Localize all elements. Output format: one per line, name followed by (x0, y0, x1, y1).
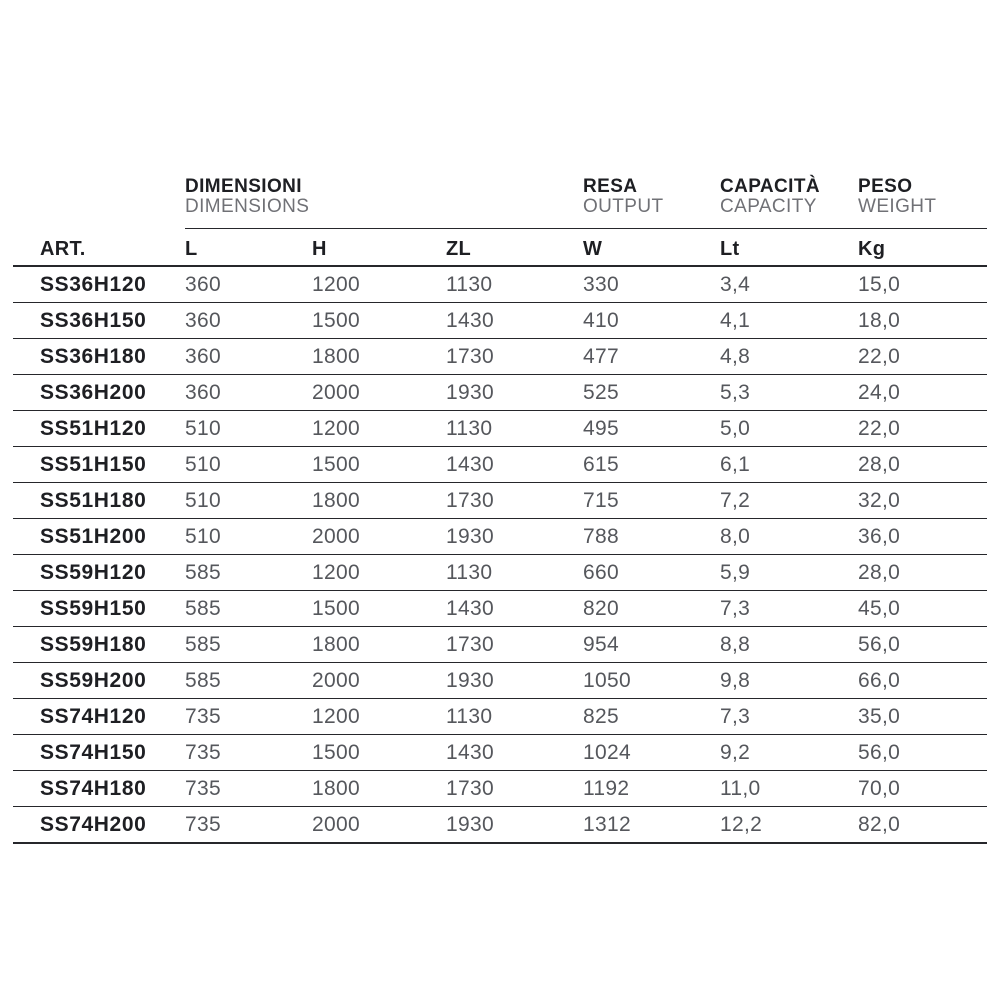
kg-value-cell: 56,0 (858, 735, 987, 771)
art-code-cell: SS51H180 (13, 483, 185, 519)
group-label-output: OUTPUT (583, 195, 664, 217)
table-row (13, 555, 987, 591)
lt-value-cell: 11,0 (720, 771, 858, 807)
l-value-cell: 510 (185, 447, 312, 483)
column-header-art: ART. (13, 229, 185, 267)
art-code-cell: SS74H120 (13, 699, 185, 735)
l-value-cell: 735 (185, 807, 312, 844)
art-code-cell: SS59H200 (13, 663, 185, 699)
w-value-cell: 525 (583, 375, 720, 411)
art-code-cell: SS36H120 (13, 266, 185, 303)
kg-value-cell: 35,0 (858, 699, 987, 735)
h-value-cell: 2000 (312, 807, 446, 844)
l-value-cell: 585 (185, 555, 312, 591)
h-value-cell: 1200 (312, 699, 446, 735)
art-code-cell: SS51H150 (13, 447, 185, 483)
w-value-cell: 1192 (583, 771, 720, 807)
table-row (13, 771, 987, 807)
l-value-cell: 360 (185, 375, 312, 411)
l-value-cell: 510 (185, 483, 312, 519)
h-value-cell: 1200 (312, 411, 446, 447)
h-value-cell: 2000 (312, 663, 446, 699)
w-value-cell: 1050 (583, 663, 720, 699)
table-row (13, 339, 987, 375)
column-header-row (13, 229, 987, 267)
group-header-output (583, 175, 720, 229)
table-row (13, 266, 987, 303)
table-row (13, 411, 987, 447)
group-label-dimensioni: DIMENSIONI (185, 176, 302, 197)
kg-value-cell: 28,0 (858, 555, 987, 591)
group-label-resa: RESA (583, 176, 638, 197)
h-value-cell: 1200 (312, 266, 446, 303)
zl-value-cell: 1930 (446, 375, 583, 411)
kg-value-cell: 24,0 (858, 375, 987, 411)
column-header-h: H (312, 229, 446, 267)
l-value-cell: 735 (185, 699, 312, 735)
spec-table (13, 175, 987, 844)
w-value-cell: 825 (583, 699, 720, 735)
group-label-peso: PESO (858, 176, 913, 197)
h-value-cell: 1500 (312, 303, 446, 339)
zl-value-cell: 1930 (446, 807, 583, 844)
table-row (13, 519, 987, 555)
w-value-cell: 820 (583, 591, 720, 627)
h-value-cell: 2000 (312, 519, 446, 555)
l-value-cell: 735 (185, 771, 312, 807)
zl-value-cell: 1430 (446, 591, 583, 627)
w-value-cell: 1024 (583, 735, 720, 771)
kg-value-cell: 66,0 (858, 663, 987, 699)
art-code-cell: SS74H180 (13, 771, 185, 807)
zl-value-cell: 1430 (446, 735, 583, 771)
lt-value-cell: 3,4 (720, 266, 858, 303)
group-header-row (13, 175, 987, 229)
lt-value-cell: 7,3 (720, 699, 858, 735)
spec-table-body (13, 266, 987, 843)
table-row (13, 447, 987, 483)
lt-value-cell: 12,2 (720, 807, 858, 844)
art-code-cell: SS36H200 (13, 375, 185, 411)
kg-value-cell: 22,0 (858, 411, 987, 447)
table-row (13, 627, 987, 663)
l-value-cell: 585 (185, 591, 312, 627)
kg-value-cell: 82,0 (858, 807, 987, 844)
h-value-cell: 1800 (312, 339, 446, 375)
kg-value-cell: 18,0 (858, 303, 987, 339)
h-value-cell: 1500 (312, 591, 446, 627)
lt-value-cell: 5,0 (720, 411, 858, 447)
lt-value-cell: 7,3 (720, 591, 858, 627)
table-row (13, 663, 987, 699)
zl-value-cell: 1730 (446, 771, 583, 807)
w-value-cell: 330 (583, 266, 720, 303)
group-label-capacity: CAPACITY (720, 195, 817, 217)
h-value-cell: 1500 (312, 735, 446, 771)
kg-value-cell: 28,0 (858, 447, 987, 483)
w-value-cell: 715 (583, 483, 720, 519)
table-row (13, 483, 987, 519)
column-header-zl: ZL (446, 229, 583, 267)
lt-value-cell: 5,3 (720, 375, 858, 411)
table-row (13, 807, 987, 844)
l-value-cell: 735 (185, 735, 312, 771)
art-code-cell: SS51H120 (13, 411, 185, 447)
group-header-capacity (720, 175, 858, 229)
l-value-cell: 360 (185, 303, 312, 339)
h-value-cell: 1800 (312, 771, 446, 807)
zl-value-cell: 1430 (446, 447, 583, 483)
kg-value-cell: 70,0 (858, 771, 987, 807)
art-code-cell: SS74H200 (13, 807, 185, 844)
w-value-cell: 615 (583, 447, 720, 483)
w-value-cell: 954 (583, 627, 720, 663)
lt-value-cell: 7,2 (720, 483, 858, 519)
lt-value-cell: 4,1 (720, 303, 858, 339)
group-label-capacita: CAPACITÀ (720, 176, 820, 197)
zl-value-cell: 1930 (446, 663, 583, 699)
column-header-kg: Kg (858, 229, 987, 267)
w-value-cell: 410 (583, 303, 720, 339)
group-header-weight (858, 175, 987, 229)
l-value-cell: 510 (185, 519, 312, 555)
spec-table-head (13, 175, 987, 266)
lt-value-cell: 9,8 (720, 663, 858, 699)
lt-value-cell: 5,9 (720, 555, 858, 591)
kg-value-cell: 15,0 (858, 266, 987, 303)
kg-value-cell: 45,0 (858, 591, 987, 627)
h-value-cell: 1800 (312, 483, 446, 519)
column-header-lt: Lt (720, 229, 858, 267)
group-label-weight: WEIGHT (858, 195, 937, 217)
l-value-cell: 510 (185, 411, 312, 447)
zl-value-cell: 1130 (446, 411, 583, 447)
l-value-cell: 360 (185, 339, 312, 375)
art-code-cell: SS36H150 (13, 303, 185, 339)
l-value-cell: 585 (185, 627, 312, 663)
w-value-cell: 660 (583, 555, 720, 591)
spec-table-container (13, 175, 987, 844)
table-row (13, 375, 987, 411)
zl-value-cell: 1730 (446, 339, 583, 375)
w-value-cell: 788 (583, 519, 720, 555)
table-row (13, 303, 987, 339)
column-header-w: W (583, 229, 720, 267)
h-value-cell: 2000 (312, 375, 446, 411)
art-code-cell: SS59H150 (13, 591, 185, 627)
table-row (13, 591, 987, 627)
table-row (13, 735, 987, 771)
kg-value-cell: 22,0 (858, 339, 987, 375)
zl-value-cell: 1130 (446, 266, 583, 303)
kg-value-cell: 32,0 (858, 483, 987, 519)
h-value-cell: 1500 (312, 447, 446, 483)
w-value-cell: 495 (583, 411, 720, 447)
h-value-cell: 1200 (312, 555, 446, 591)
l-value-cell: 360 (185, 266, 312, 303)
group-header-spacer (13, 175, 185, 229)
lt-value-cell: 6,1 (720, 447, 858, 483)
group-label-dimensions: DIMENSIONS (185, 195, 310, 217)
kg-value-cell: 36,0 (858, 519, 987, 555)
zl-value-cell: 1130 (446, 555, 583, 591)
art-code-cell: SS51H200 (13, 519, 185, 555)
table-row (13, 699, 987, 735)
lt-value-cell: 9,2 (720, 735, 858, 771)
w-value-cell: 1312 (583, 807, 720, 844)
zl-value-cell: 1930 (446, 519, 583, 555)
kg-value-cell: 56,0 (858, 627, 987, 663)
h-value-cell: 1800 (312, 627, 446, 663)
lt-value-cell: 4,8 (720, 339, 858, 375)
l-value-cell: 585 (185, 663, 312, 699)
art-code-cell: SS36H180 (13, 339, 185, 375)
zl-value-cell: 1430 (446, 303, 583, 339)
zl-value-cell: 1730 (446, 627, 583, 663)
zl-value-cell: 1130 (446, 699, 583, 735)
column-header-l: L (185, 229, 312, 267)
group-header-dimensions (185, 175, 583, 229)
zl-value-cell: 1730 (446, 483, 583, 519)
art-code-cell: SS59H120 (13, 555, 185, 591)
lt-value-cell: 8,8 (720, 627, 858, 663)
w-value-cell: 477 (583, 339, 720, 375)
art-code-cell: SS74H150 (13, 735, 185, 771)
lt-value-cell: 8,0 (720, 519, 858, 555)
art-code-cell: SS59H180 (13, 627, 185, 663)
